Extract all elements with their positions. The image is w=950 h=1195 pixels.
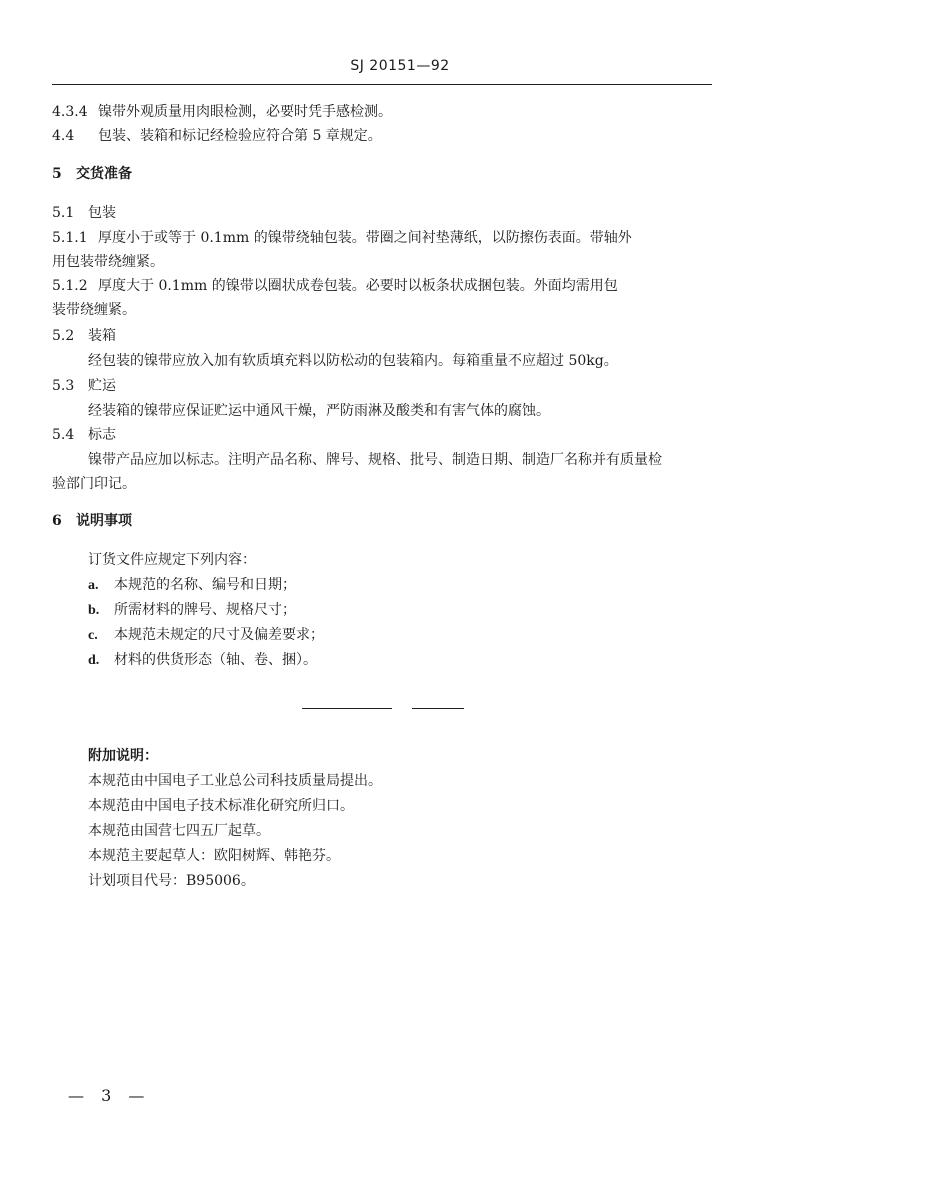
section-6-heading	[52, 511, 132, 531]
list-item	[88, 650, 317, 671]
clause-text: 厚度小于或等于 0.1mm 的镍带绕轴包装。带圈之间衬垫薄纸，以防擦伤表面。带轴外	[98, 230, 632, 246]
clause-5-4	[52, 425, 116, 445]
clause-5-1-2	[52, 276, 618, 296]
notes-line: 本规范由中国电子技术标准化研究所归口。	[88, 798, 354, 814]
list-item	[88, 600, 296, 621]
clause-4-4	[52, 126, 382, 146]
clause-5-3	[52, 376, 116, 396]
document-code: SJ 20151—92	[350, 58, 450, 74]
clause-5-4-body: 镍带产品应加以标志。注明产品名称、牌号、规格、批号、制造日期、制造厂名称并有质量检	[88, 452, 662, 468]
list-item-text: 本规范的名称、编号和日期；	[114, 577, 296, 593]
page-number: — 3 —	[68, 1086, 151, 1105]
clause-number: 5.3	[52, 378, 75, 394]
clause-text: 包装、装箱和标记经检验应符合第 5 章规定。	[98, 128, 382, 144]
clause-number: 5.1.2	[52, 278, 88, 294]
header-rule	[52, 84, 712, 85]
clause-number: 5.2	[52, 328, 75, 344]
clause-5-1	[52, 203, 116, 223]
notes-line: 本规范主要起草人：欧阳树辉、韩艳芬。	[88, 848, 340, 864]
list-item-label: a.	[88, 578, 99, 593]
notes-line: 本规范由中国电子工业总公司科技质量局提出。	[88, 773, 382, 789]
notes-line: 计划项目代号：B95006。	[88, 873, 255, 889]
list-item-text: 所需材料的牌号、规格尺寸；	[114, 602, 296, 618]
notes-line: 本规范由国营七四五厂起草。	[88, 823, 270, 839]
clause-number: 4.4	[52, 128, 75, 144]
clause-text: 厚度大于 0.1mm 的镍带以圈状成卷包装。必要时以板条状成捆包装。外面均需用包	[98, 278, 618, 294]
clause-5-1-2-continued: 装带绕缠紧。	[52, 302, 136, 318]
list-item-text: 本规范未规定的尺寸及偏差要求；	[114, 627, 324, 643]
clause-number: 5.4	[52, 427, 75, 443]
clause-number: 5.1	[52, 205, 75, 221]
list-item	[88, 625, 324, 646]
section-number: 5	[52, 166, 62, 182]
list-item-label: d.	[88, 653, 100, 668]
clause-number: 5.1.1	[52, 230, 88, 246]
section-title: 说明事项	[76, 513, 132, 529]
section-number: 6	[52, 513, 62, 529]
section-6-intro: 订货文件应规定下列内容：	[88, 552, 256, 568]
clause-title: 贮运	[88, 378, 116, 394]
clause-4-3-4	[52, 102, 392, 122]
list-item-label: c.	[88, 628, 98, 643]
list-item-label: b.	[88, 603, 100, 618]
clause-5-4-body-continued: 验部门印记。	[52, 476, 136, 492]
end-rule-right	[412, 708, 464, 709]
clause-5-2-body: 经包装的镍带应放入加有软质填充料以防松动的包装箱内。每箱重量不应超过 50kg。	[88, 353, 618, 369]
notes-title: 附加说明：	[88, 748, 158, 764]
section-title: 交货准备	[76, 166, 132, 182]
clause-5-1-1-continued: 用包装带绕缠紧。	[52, 254, 164, 270]
list-item	[88, 575, 296, 596]
clause-title: 装箱	[88, 328, 116, 344]
end-rule-left	[302, 708, 392, 709]
clause-5-1-1	[52, 228, 632, 248]
clause-title: 标志	[88, 427, 116, 443]
clause-number: 4.3.4	[52, 104, 88, 120]
section-5-heading	[52, 164, 132, 184]
clause-5-3-body: 经装箱的镍带应保证贮运中通风干燥，严防雨淋及酸类和有害气体的腐蚀。	[88, 403, 550, 419]
clause-title: 包装	[88, 205, 116, 221]
clause-text: 镍带外观质量用肉眼检测，必要时凭手感检测。	[98, 104, 392, 120]
clause-5-2	[52, 326, 116, 346]
list-item-text: 材料的供货形态（轴、卷、捆）。	[114, 652, 317, 668]
